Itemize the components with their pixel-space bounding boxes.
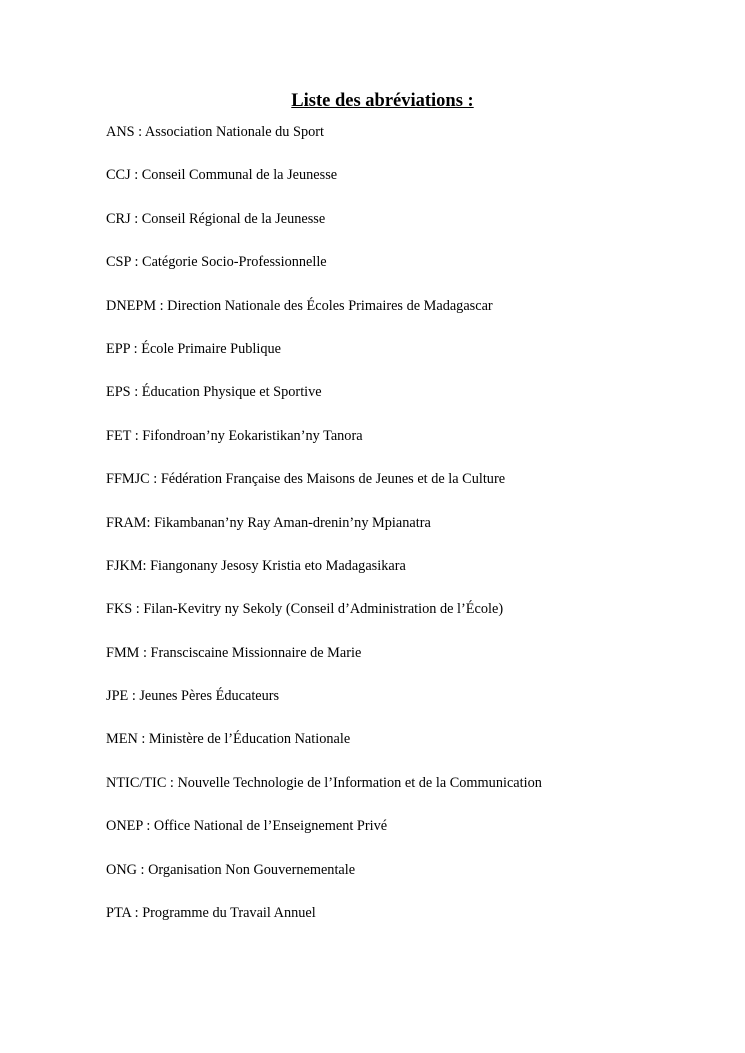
abbreviation-entry: FET : Fifondroan’ny Eokaristikan’ny Tanora [106,427,363,444]
abbreviation-entry: ONEP : Office National de l’Enseignement Privé [106,818,388,835]
abbreviation-entry: CSP : Catégorie Socio-Professionnelle [106,254,327,271]
abbreviation-entry: EPP : École Primaire Publique [106,340,281,357]
abbreviation-entry: NTIC/TIC : Nouvelle Technologie de l’Information et de la Communication [106,774,542,791]
abbreviation-entry: EPS : Éducation Physique et Sportive [106,384,322,401]
abbreviation-entry: CCJ : Conseil Communal de la Jeunesse [106,167,338,184]
abbreviation-entry: FKS : Filan-Kevitry ny Sekoly (Conseil d’Administration de l’École) [106,601,504,618]
abbreviation-list [106,122,542,946]
abbreviation-entry: FMM : Fransciscaine Missionnaire de Marie [106,644,362,661]
abbreviation-entry: FFMJC : Fédération Française des Maisons de Jeunes et de la Culture [106,471,506,488]
abbreviation-entry: CRJ : Conseil Régional de la Jeunesse [106,210,326,227]
abbreviation-entry: ANS : Association Nationale du Sport [106,124,325,140]
abbreviation-entry: ONG : Organisation Non Gouvernementale [106,861,356,878]
abbreviation-entry: PTA : Programme du Travail Annuel [106,905,316,922]
abbreviation-entry: MEN : Ministère de l’Éducation Nationale [106,731,351,748]
page-title: Liste des abréviations : [291,91,474,111]
abbreviation-entry: FRAM: Fikambanan’ny Ray Aman-drenin’ny Mpianatra [106,514,431,531]
abbreviation-entry: FJKM: Fiangonany Jesosy Kristia eto Madagasikara [106,557,406,574]
abbreviation-entry: JPE : Jeunes Pères Éducateurs [106,688,280,705]
abbreviation-entry: DNEPM : Direction Nationale des Écoles Primaires de Madagascar [106,297,493,314]
